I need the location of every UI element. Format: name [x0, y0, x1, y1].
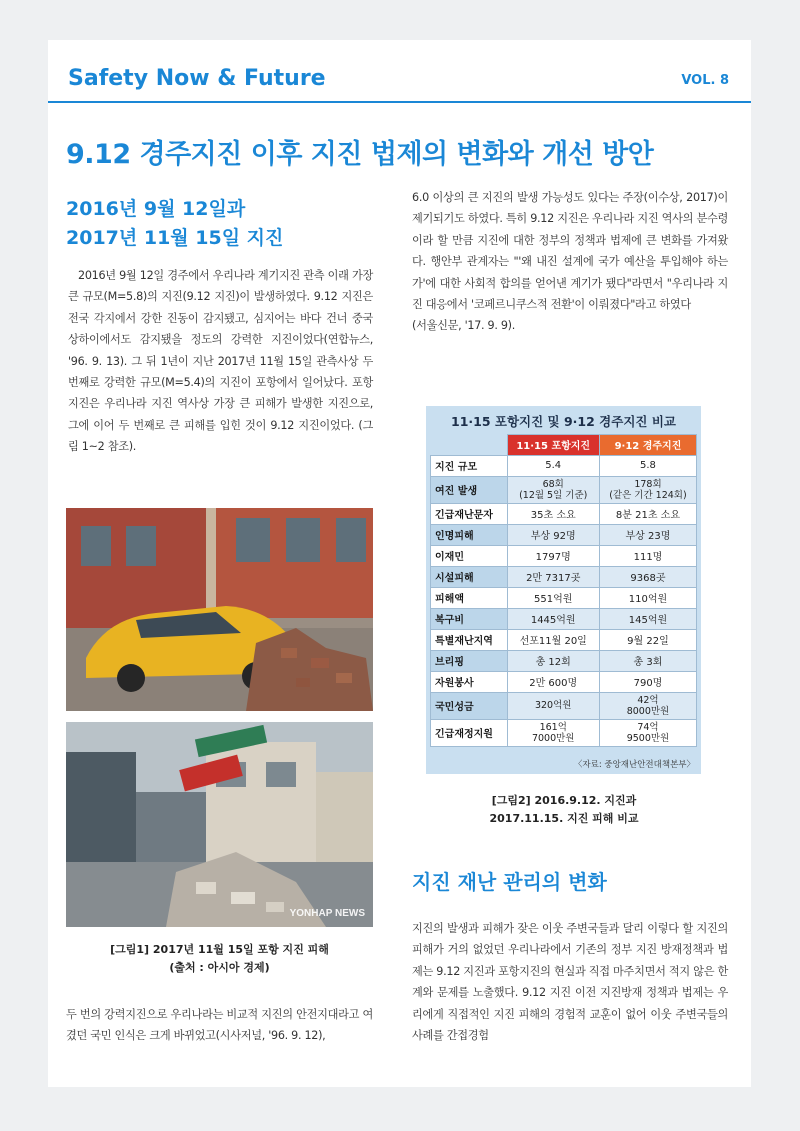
comparison-row — [431, 455, 697, 476]
article-title: 9.12 경주지진 이후 지진 법제의 변화와 개선 방안 — [66, 139, 654, 170]
comparison-row — [431, 719, 697, 746]
newsletter-title: Safety Now & Future — [68, 66, 326, 91]
comparison-table — [430, 434, 697, 747]
row-label: 복구비 — [431, 608, 508, 629]
comparison-row — [431, 566, 697, 587]
row-label: 긴급재난문자 — [431, 503, 508, 524]
col-header-pohang: 11·15 포항지진 — [507, 435, 599, 456]
value-gyeongju: 110억원 — [599, 587, 696, 608]
comparison-row — [431, 671, 697, 692]
figure1-caption-line1: [그림1] 2017년 11월 15일 포항 지진 피해 — [110, 943, 329, 956]
comparison-row — [431, 650, 697, 671]
value-pohang: 부상 92명 — [507, 524, 599, 545]
comparison-row — [431, 629, 697, 650]
value-pohang: 총 12회 — [507, 650, 599, 671]
value-gyeongju: 총 3회 — [599, 650, 696, 671]
row-label: 여진 발생 — [431, 476, 508, 503]
col2-top-citation: (서울신문, '17. 9. 9). — [412, 319, 515, 333]
value-pohang: 35초 소요 — [507, 503, 599, 524]
figure2-caption-line1: [그림2] 2016.9.12. 지진과 — [491, 794, 637, 807]
value-gyeongju: 9368곳 — [599, 566, 696, 587]
section1-heading-line2: 2017년 11월 15일 지진 — [66, 227, 284, 249]
section1-paragraph: 2016년 9월 12일 경주에서 우리나라 계기지진 관측 이래 가장 큰 규모(M=5.8)의 지진(9.12 지진)이 발생하였다. 9.12 지진은 전국 각지에서 강한 진동이 감지됐고, 심지어는 바다 건너 중국 상하이에서도 감지됐을 정도의 강력한 지진이었다(연합뉴스, '96. 9. 13). 그 뒤 1년이 지난 2017년 11월 15일 관측사상 두 번째로 강력한 규모(M=5.4)의 지진이 포항에서 일어났다. 포항지진은 우리나라 지진 역사상 가장 큰 피해가 발생한 지진으로, 그에 이어 두 번째로 큰 피해를 입힌 것이 9.12 지진이었다. (그림 1~2 참조). — [68, 269, 373, 454]
value-pohang: 선포11월 20일 — [507, 629, 599, 650]
figure2-caption-line2: 2017.11.15. 지진 피해 비교 — [489, 812, 639, 825]
value-gyeongju: 790명 — [599, 671, 696, 692]
value-gyeongju: 111명 — [599, 545, 696, 566]
comparison-table-figure — [426, 406, 701, 774]
figure2-caption — [416, 792, 712, 828]
row-label: 자원봉사 — [431, 671, 508, 692]
value-pohang: 2만 600명 — [507, 671, 599, 692]
row-label: 시설피해 — [431, 566, 508, 587]
row-label: 국민성금 — [431, 692, 508, 719]
value-pohang: 68회 (12월 5일 기준) — [507, 476, 599, 503]
volume-label: VOL. 8 — [681, 73, 729, 88]
table-source: 〈자료: 중앙재난안전대책본부〉 — [573, 760, 695, 770]
value-gyeongju: 178회 (같은 기간 124회) — [599, 476, 696, 503]
comparison-row — [431, 608, 697, 629]
earthquake-photo-street — [66, 722, 373, 927]
value-pohang: 551억원 — [507, 587, 599, 608]
comparison-table-title: 11·15 포항지진 및 9·12 경주지진 비교 — [451, 414, 676, 429]
value-pohang: 2만 7317곳 — [507, 566, 599, 587]
col-header-gyeongju: 9·12 경주지진 — [599, 435, 696, 456]
value-pohang: 1797명 — [507, 545, 599, 566]
row-label: 인명피해 — [431, 524, 508, 545]
value-pohang: 5.4 — [507, 455, 599, 476]
header-rule — [48, 101, 751, 103]
value-gyeongju: 8분 21초 소요 — [599, 503, 696, 524]
figure1-caption-line2: (출처 : 아시아 경제) — [169, 961, 270, 974]
row-label: 긴급재정지원 — [431, 719, 508, 746]
section1-heading — [66, 195, 283, 253]
street-photo-illustration — [66, 722, 373, 927]
value-pohang: 161억 7000만원 — [507, 719, 599, 746]
comparison-row — [431, 545, 697, 566]
row-label: 특별재난지역 — [431, 629, 508, 650]
figure1-caption — [66, 941, 373, 977]
col2-top-paragraph — [412, 187, 728, 337]
col1-bottom-paragraph: 두 번의 강력지진으로 우리나라는 비교적 지진의 안전지대라고 여겼던 국민 인식은 크게 바뀌었고(시사저널, '96. 9. 12), — [66, 1008, 373, 1043]
comparison-row — [431, 524, 697, 545]
row-label: 이재민 — [431, 545, 508, 566]
row-label: 지진 규모 — [431, 455, 508, 476]
value-gyeongju: 145억원 — [599, 608, 696, 629]
comparison-row — [431, 476, 697, 503]
row-label: 브리핑 — [431, 650, 508, 671]
col2-top-text: 6.0 이상의 큰 지진의 발생 가능성도 있다는 주장(이수상, 2017)이 제기되기도 하였다. 특히 9.12 지진은 우리나라 지진 역사의 분수령이라 할 만큼 지진에 대한 정부의 정책과 법제에 큰 변화를 가져왔다. 행안부 관계자는 "'왜 내진 설계에 국가 예산을 투입해야 하는가'에 대한 사회적 합의를 얻어낸 계기가 됐다"라면서 "우리나라 지진 대응에서 '코페르니쿠스적 전환'이 이뤄졌다"라고 하였다 — [412, 191, 728, 312]
row-label: 피해액 — [431, 587, 508, 608]
value-pohang: 1445억원 — [507, 608, 599, 629]
value-gyeongju: 42억 8000만원 — [599, 692, 696, 719]
value-gyeongju: 5.8 — [599, 455, 696, 476]
value-gyeongju: 74억 9500만원 — [599, 719, 696, 746]
value-gyeongju: 9월 22일 — [599, 629, 696, 650]
car-photo-illustration — [66, 508, 373, 711]
section2-heading: 지진 재난 관리의 변화 — [412, 870, 607, 894]
comparison-row — [431, 503, 697, 524]
section2-paragraph: 지진의 발생과 피해가 잦은 이웃 주변국들과 달리 이렇다 할 지진의 피해가 거의 없었던 우리나라에서 기존의 정부 지진 방재정책과 법제는 9.12 지진과 포항지진의 현실과 직접 마주치면서 적지 않은 한계와 문제를 노출했다. 9.12 지진 이전 지진방재 정책과 법제는 우리에게 직접적인 지진 피해의 경험적 교훈이 없어 이웃 주변국들의 사례를 간접경험 — [412, 922, 728, 1043]
photo-watermark: YONHAP NEWS — [289, 908, 365, 919]
value-pohang: 320억원 — [507, 692, 599, 719]
comparison-row — [431, 692, 697, 719]
page — [48, 40, 751, 1087]
comparison-row — [431, 587, 697, 608]
earthquake-photo-car — [66, 508, 373, 711]
section1-heading-line1: 2016년 9월 12일과 — [66, 198, 246, 220]
value-gyeongju: 부상 23명 — [599, 524, 696, 545]
